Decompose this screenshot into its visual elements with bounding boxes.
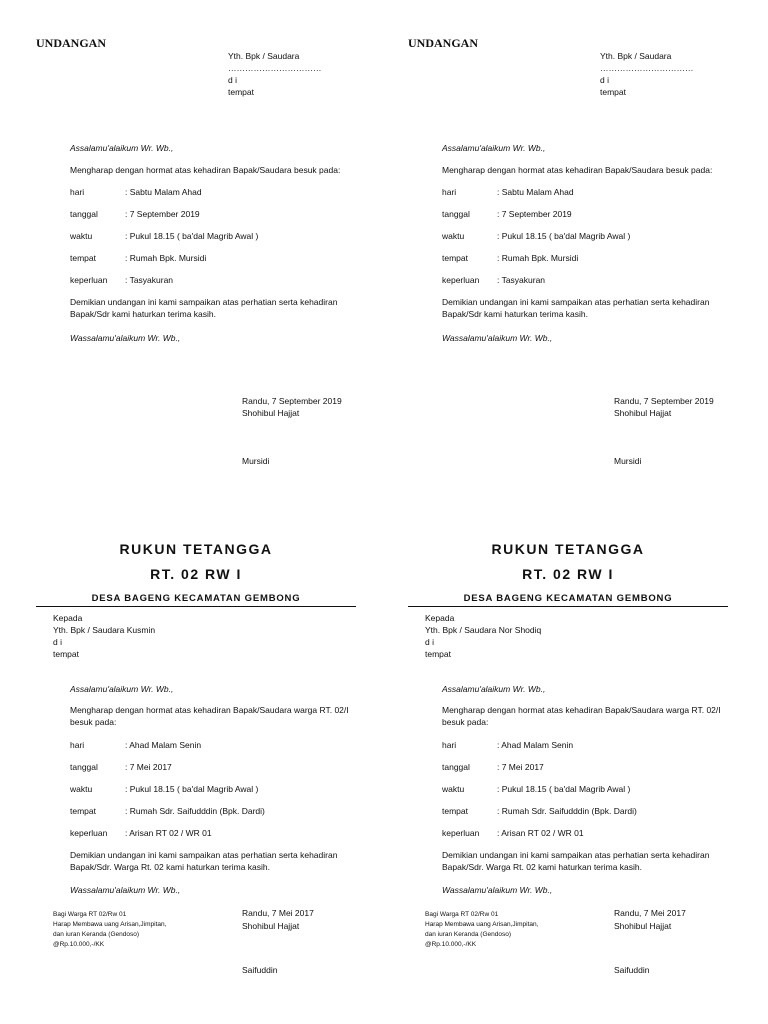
farewell: Wassalamu'alaikum Wr. Wb.,	[442, 333, 553, 343]
desa-line: DESA BAGENG KECAMATAN GEMBONG	[463, 593, 673, 604]
member-note	[425, 910, 538, 950]
intro-text: Mengharap dengan hormat atas kehadiran Bapak/Saudara warga RT. 02/I besuk pada:	[442, 705, 721, 727]
row-value: : Rumah Sdr. Saifudddin (Bpk. Dardi)	[125, 806, 265, 816]
date-place: Randu, 7 Mei 2017	[242, 908, 314, 918]
intro-text: Mengharap dengan hormat atas kehadiran Bapak/Saudara besuk pada:	[442, 165, 713, 175]
row-label: hari	[442, 740, 457, 750]
row-value: : Sabtu Malam Ahad	[125, 187, 202, 197]
rt-title: RUKUN TETANGGA	[119, 541, 273, 557]
row-label: keperluan	[442, 828, 480, 838]
address-line: d i	[425, 637, 434, 647]
row-value: : Sabtu Malam Ahad	[497, 187, 574, 197]
detail-row-tanggal	[442, 761, 544, 773]
row-label: keperluan	[442, 275, 480, 285]
address-line: Yth. Bpk / Saudara Nor Shodiq	[425, 625, 542, 635]
row-value: : Rumah Bpk. Mursidi	[497, 253, 579, 263]
row-value: : Arisan RT 02 / WR 01	[497, 828, 584, 838]
row-label: tanggal	[442, 209, 470, 219]
note-line: dan iuran Keranda (Gendoso)	[53, 931, 140, 938]
row-label: tanggal	[70, 762, 98, 772]
recipient-address	[228, 50, 322, 98]
row-label: tempat	[442, 806, 468, 816]
detail-row-keperluan	[442, 827, 584, 839]
detail-row-waktu	[70, 783, 258, 795]
note-line: Bagi Warga RT 02/Rw 01	[53, 911, 127, 918]
farewell: Wassalamu'alaikum Wr. Wb.,	[70, 333, 181, 343]
row-value: : 7 Mei 2017	[497, 762, 544, 772]
closing-text: Demikian undangan ini kami sampaikan atas perhatian serta kehadiran Bapak/Sdr kami haturkan terima kasih.	[442, 297, 710, 319]
note-line: @Rp.10.000,-/KK	[425, 941, 477, 948]
row-value: : Ahad Malam Senin	[497, 740, 574, 750]
address-line: tempat	[600, 87, 626, 97]
row-value: : Pukul 18.15 ( ba'dal Magrib Awal )	[497, 231, 631, 241]
address-line: d i	[600, 75, 609, 85]
note-line: dan iuran Keranda (Gendoso)	[425, 931, 512, 938]
detail-row-tanggal	[70, 208, 200, 220]
detail-row-keperluan	[442, 274, 545, 286]
address-line: tempat	[425, 649, 451, 659]
intro-text: Mengharap dengan hormat atas kehadiran Bapak/Saudara warga RT. 02/I besuk pada:	[70, 705, 349, 727]
row-value: : Pukul 18.15 ( ba'dal Magrib Awal )	[125, 784, 259, 794]
greeting: Assalamu'alaikum Wr. Wb.,	[442, 684, 546, 694]
invitation-title: UNDANGAN	[36, 36, 106, 50]
address-line: d i	[53, 637, 62, 647]
date-place: Randu, 7 September 2019	[614, 396, 714, 406]
invitation-top-right	[372, 0, 742, 500]
address-line: Kepada	[425, 613, 455, 623]
rt-number: RT. 02 RW I	[150, 566, 242, 582]
row-label: hari	[70, 187, 85, 197]
host-label: Shohibul Hajjat	[242, 921, 300, 931]
row-value: : Pukul 18.15 ( ba'dal Magrib Awal )	[497, 784, 631, 794]
greeting: Assalamu'alaikum Wr. Wb.,	[442, 143, 546, 153]
desa-line: DESA BAGENG KECAMATAN GEMBONG	[91, 593, 301, 604]
invitation-top-left	[0, 0, 370, 500]
detail-row-hari	[442, 186, 574, 198]
detail-row-tanggal	[442, 208, 572, 220]
row-label: tempat	[70, 253, 96, 263]
rt-title: RUKUN TETANGGA	[491, 541, 645, 557]
closing-text: Demikian undangan ini kami sampaikan atas perhatian serta kehadiran Bapak/Sdr. Warga Rt. 02 kami haturkan terima kasih.	[70, 850, 338, 872]
row-value: : 7 September 2019	[497, 209, 572, 219]
row-value: : Tasyakuran	[497, 275, 546, 285]
header-divider	[408, 606, 728, 607]
signer-name: Saifuddin	[614, 965, 650, 975]
row-value: : Ahad Malam Senin	[125, 740, 202, 750]
signer-name: Saifuddin	[242, 965, 278, 975]
row-value: : Rumah Bpk. Mursidi	[125, 253, 207, 263]
detail-row-hari	[70, 739, 201, 751]
row-label: hari	[442, 187, 457, 197]
recipient-address	[600, 50, 694, 98]
note-line: Harap Membawa uang Arisan,Jimpitan,	[425, 921, 539, 928]
detail-row-keperluan	[70, 274, 173, 286]
rt-number: RT. 02 RW I	[522, 566, 614, 582]
address-line: ……………………………	[600, 63, 694, 73]
note-line: @Rp.10.000,-/KK	[53, 941, 105, 948]
recipient-address	[53, 612, 155, 660]
row-label: tanggal	[70, 209, 98, 219]
note-line: Harap Membawa uang Arisan,Jimpitan,	[53, 921, 167, 928]
row-value: : Pukul 18.15 ( ba'dal Magrib Awal )	[125, 231, 259, 241]
address-line: Yth. Bpk / Saudara	[600, 51, 672, 61]
row-value: : Arisan RT 02 / WR 01	[125, 828, 212, 838]
address-line: Yth. Bpk / Saudara	[228, 51, 300, 61]
detail-row-keperluan	[70, 827, 212, 839]
date-place: Randu, 7 Mei 2017	[614, 908, 686, 918]
invitation-bottom-right	[372, 500, 742, 1020]
detail-row-hari	[70, 186, 202, 198]
row-label: waktu	[442, 784, 465, 794]
row-label: waktu	[442, 231, 465, 241]
detail-row-waktu	[442, 783, 630, 795]
signer-name: Mursidi	[614, 456, 642, 466]
closing-text: Demikian undangan ini kami sampaikan atas perhatian serta kehadiran Bapak/Sdr kami haturkan terima kasih.	[70, 297, 338, 319]
detail-row-hari	[442, 739, 573, 751]
row-label: tempat	[70, 806, 96, 816]
row-label: hari	[70, 740, 85, 750]
address-line: ……………………………	[228, 63, 322, 73]
note-line: Bagi Warga RT 02/Rw 01	[425, 911, 499, 918]
greeting: Assalamu'alaikum Wr. Wb.,	[70, 143, 174, 153]
detail-row-tempat	[70, 805, 265, 817]
farewell: Wassalamu'alaikum Wr. Wb.,	[442, 885, 553, 895]
farewell: Wassalamu'alaikum Wr. Wb.,	[70, 885, 181, 895]
host-label: Shohibul Hajjat	[614, 921, 672, 931]
recipient-address	[425, 612, 541, 660]
member-note	[53, 910, 166, 950]
signer-name: Mursidi	[242, 456, 270, 466]
host-label: Shohibul Hajjat	[242, 408, 300, 418]
closing-text: Demikian undangan ini kami sampaikan atas perhatian serta kehadiran Bapak/Sdr. Warga Rt. 02 kami haturkan terima kasih.	[442, 850, 710, 872]
detail-row-tempat	[70, 252, 206, 264]
address-line: tempat	[53, 649, 79, 659]
detail-row-waktu	[70, 230, 258, 242]
row-label: keperluan	[70, 828, 108, 838]
row-label: tanggal	[442, 762, 470, 772]
detail-row-tanggal	[70, 761, 172, 773]
row-label: keperluan	[70, 275, 108, 285]
detail-row-tempat	[442, 805, 637, 817]
invitation-title: UNDANGAN	[408, 36, 478, 50]
row-value: : 7 Mei 2017	[125, 762, 172, 772]
row-label: tempat	[442, 253, 468, 263]
detail-row-tempat	[442, 252, 578, 264]
row-value: : Tasyakuran	[125, 275, 174, 285]
intro-text: Mengharap dengan hormat atas kehadiran Bapak/Saudara besuk pada:	[70, 165, 341, 175]
invitation-bottom-left	[0, 500, 370, 1020]
address-line: tempat	[228, 87, 254, 97]
address-line: d i	[228, 75, 237, 85]
row-label: waktu	[70, 231, 93, 241]
header-divider	[36, 606, 356, 607]
row-value: : 7 September 2019	[125, 209, 200, 219]
detail-row-waktu	[442, 230, 630, 242]
greeting: Assalamu'alaikum Wr. Wb.,	[70, 684, 174, 694]
address-line: Kepada	[53, 613, 83, 623]
row-value: : Rumah Sdr. Saifudddin (Bpk. Dardi)	[497, 806, 637, 816]
address-line: Yth. Bpk / Saudara Kusmin	[53, 625, 156, 635]
host-label: Shohibul Hajjat	[614, 408, 672, 418]
date-place: Randu, 7 September 2019	[242, 396, 342, 406]
row-label: waktu	[70, 784, 93, 794]
